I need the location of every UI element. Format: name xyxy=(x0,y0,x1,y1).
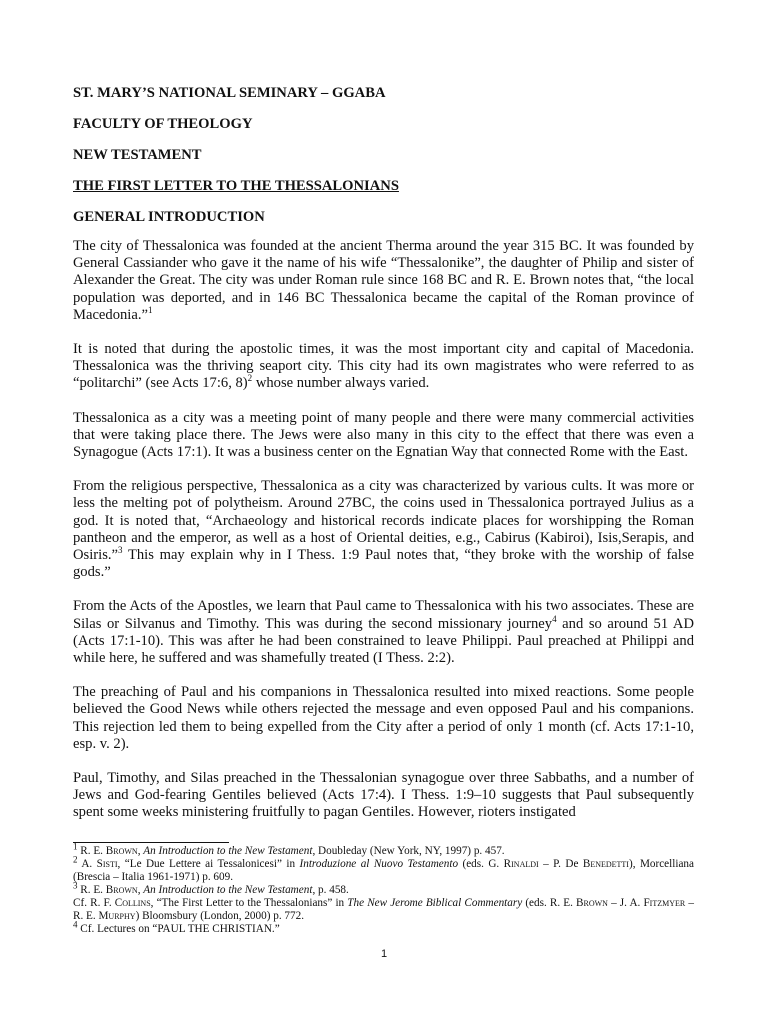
footnote-text: R. E. xyxy=(77,845,106,857)
author-name: Fitzmyer xyxy=(643,897,686,909)
seminary-heading: ST. MARY’S NATIONAL SEMINARY – GGABA xyxy=(73,85,386,101)
section-heading: NEW TESTAMENT xyxy=(73,147,202,163)
paragraph-text: It is noted that during the apostolic times, it was the most important city and capital of Macedonia. Thessalonica was the thriving seaport city. This city had its own magistrates who were referred to as “politarchi” (see Acts 17:6, 8) xyxy=(73,341,694,392)
author-name: Brown xyxy=(105,884,138,896)
faculty-heading: FACULTY OF THEOLOGY xyxy=(73,116,253,132)
footnote-text: A. xyxy=(77,858,97,870)
footnote-text: – R. E. xyxy=(73,897,694,922)
author-name: Rinaldi xyxy=(503,858,539,870)
page-number: 1 xyxy=(380,948,388,960)
footnote-text: – J. A. xyxy=(607,897,644,909)
footnote-3 xyxy=(73,880,694,897)
footnote-text: , xyxy=(137,884,144,896)
footnote-2 xyxy=(73,854,694,884)
paragraph-commerce: Thessalonica as a city was a meeting point of many people and there were many commercial activities that were taking place there. The Jews were also many in this city to the effect that there was even a Synagogue (Acts 17:1). It was a business center on the Egnatian Way that connected Rome with the East. xyxy=(73,409,694,461)
author-name: Brown xyxy=(576,897,608,909)
paragraph-text: The city of Thessalonica was founded at the ancient Therma around the year 315 BC. It was founded by General Cassiander who gave it the name of his wife “Thessalonike”, the daughter of Philip and sister of Alexander the Great. The city was under Roman rule since 168 BC and R. E. Brown notes that, “the local population was deported, and in 146 BC Thessalonica became the capital of the Roman province of Macedonia.” xyxy=(73,238,694,323)
document-body xyxy=(73,84,694,822)
author-name: Sisti xyxy=(96,858,118,870)
footnote-1 xyxy=(73,841,694,858)
document-title: THE FIRST LETTER TO THE THESSALONIANS xyxy=(73,178,399,194)
paragraph-apostolic-times xyxy=(73,341,694,393)
footnote-text: Cf. Lectures on “PAUL THE CHRISTIAN.” xyxy=(77,923,280,935)
footnotes xyxy=(73,841,694,936)
footnote-4 xyxy=(73,919,694,936)
footnote-text: , “The First Letter to the Thessalonians” in xyxy=(150,897,348,909)
paragraph-text: whose number always varied. xyxy=(252,375,430,392)
footnote-text: (eds. R. E. xyxy=(522,897,577,909)
paragraph-acts xyxy=(73,598,694,667)
footnote-number: 3 xyxy=(73,880,78,891)
footnote-text: , p. 458. xyxy=(312,884,349,896)
footnote-text: Cf. R. F. xyxy=(73,897,115,909)
footnote-ref: 2 xyxy=(247,373,253,384)
book-title: The New Jerome Biblical Commentary xyxy=(347,897,523,909)
author-name: Collins xyxy=(114,897,151,909)
paragraph-founding xyxy=(73,238,694,324)
footnote-text: ) Bloomsbury (London, 2000) p. 772. xyxy=(135,910,304,922)
footnote-number: 2 xyxy=(73,854,78,865)
paragraph-text: From the religious perspective, Thessalonica as a city was characterized by various cults. It was more or less the melting pot of polytheism. Around 27BC, the coins used in Thessalonica portrayed Julius as a god. It is noted that, “Archaeology and historical records indicate places for worshipping the Roman pantheon and the emperor, as well as a host of Oriental deities, e.g., Cabirus (Kabiroi), Isis,Serapis, and Osiris.” xyxy=(73,478,694,564)
footnote-separator xyxy=(73,842,229,843)
book-title: An Introduction to the New Testament xyxy=(143,845,313,857)
footnote-3-continued xyxy=(73,897,694,923)
paragraph-text: From the Acts of the Apostles, we learn that Paul came to Thessalonica with his two associates. These are Silas or Silvanus and Timothy. This was during the second missionary journey xyxy=(73,598,694,632)
footnote-number: 1 xyxy=(73,841,78,852)
paragraph-text: and so around 51 AD (Acts 17:1-10). This was after he had been constrained to leave Philippi. Paul preached at Philippi and while here, he suffered and was shamefully treated (I Thess. 2:2). xyxy=(73,615,694,667)
author-name: Benedetti xyxy=(582,858,629,870)
author-name: Brown xyxy=(105,845,138,857)
footnote-text: , “Le Due Lettere ai Tessalonicesi” in xyxy=(117,858,300,870)
paragraph-religion xyxy=(73,478,694,581)
footnote-ref: 3 xyxy=(118,545,123,556)
footnote-text: R. E. xyxy=(77,884,106,896)
book-title: Introduzione al Nuovo Testamento xyxy=(299,858,459,870)
footnote-text: , Doubleday (New York, NY, 1997) p. 457. xyxy=(312,845,505,857)
footnote-ref: 4 xyxy=(552,613,557,624)
footnote-text: – P. De xyxy=(538,858,583,870)
footnote-text: (eds. G. xyxy=(458,858,504,870)
footnote-text: ), Morcelliana (Brescia – Italia 1961-1971) p. 609. xyxy=(73,858,694,883)
section-subtitle: GENERAL INTRODUCTION xyxy=(73,209,265,225)
author-name: Murphy xyxy=(98,910,136,922)
footnote-ref: 1 xyxy=(147,304,153,315)
paragraph-reactions: The preaching of Paul and his companions in Thessalonica resulted into mixed reactions. Some people believed the Good News while others rejected the message and even opposed Paul and his companions. This rejection led them to being expelled from the City after a period of only 1 month (cf. Acts 17:1-10, esp. v. 2). xyxy=(73,684,694,752)
footnote-text: , xyxy=(137,845,144,857)
paragraph-preaching: Paul, Timothy, and Silas preached in the Thessalonian synagogue over three Sabbaths, and a number of Jews and God-fearing Gentiles believed (Acts 17:4). I Thess. 1:9–10 suggests that Paul subsequently spent some weeks ministering fruitfully to pagan Gentiles. However, rioters instigated xyxy=(73,770,694,821)
book-title: An Introduction to the New Testament xyxy=(143,884,313,896)
paragraph-text: This may explain why in I Thess. 1:9 Paul notes that, “they broke with the worship of false gods.” xyxy=(73,547,694,581)
footnote-number: 4 xyxy=(73,919,78,930)
